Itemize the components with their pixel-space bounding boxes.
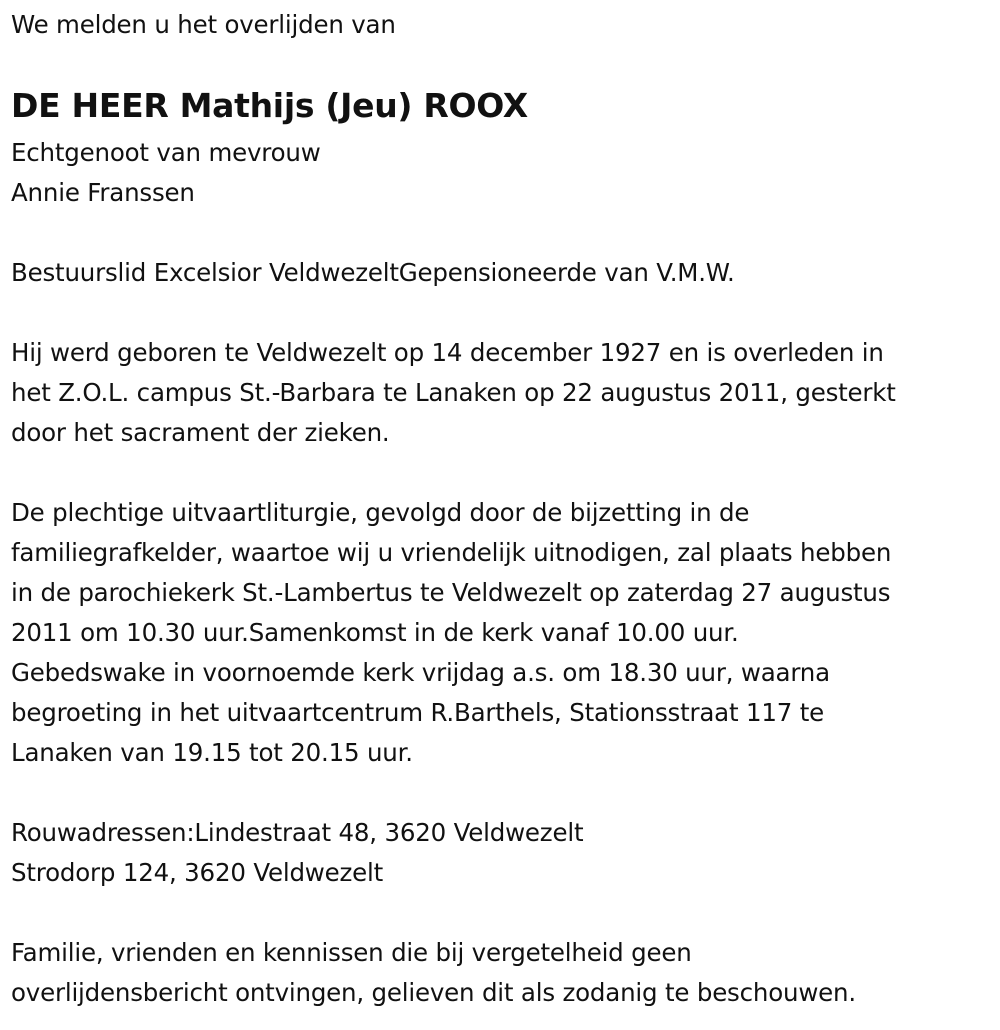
- roles-block: [11, 253, 735, 293]
- intro-text: We melden u het overlijden van: [11, 10, 396, 39]
- spouse-block: [11, 133, 321, 213]
- spouse-name: Annie Franssen: [11, 178, 195, 207]
- paragraph-line: het Z.O.L. campus St.-Barbara te Lanaken op 22 augustus 2011, gesterkt: [11, 378, 896, 407]
- paragraph-line: Familie, vrienden en kennissen die bij vergetelheid geen: [11, 938, 692, 967]
- paragraph-line: Lanaken van 19.15 tot 20.15 uur.: [11, 738, 413, 767]
- funeral-paragraph: [11, 493, 891, 773]
- paragraph-line: Hij werd geboren te Veldwezelt op 14 december 1927 en is overleden in: [11, 338, 884, 367]
- closing-note: [11, 933, 856, 1013]
- address-line: Strodorp 124, 3620 Veldwezelt: [11, 858, 384, 887]
- roles-text: Bestuurslid Excelsior VeldwezeltGepensioneerde van V.M.W.: [11, 258, 735, 287]
- deceased-name: DE HEER Mathijs (Jeu) ROOX: [11, 86, 528, 125]
- paragraph-line: De plechtige uitvaartliturgie, gevolgd door de bijzetting in de: [11, 498, 750, 527]
- paragraph-line: familiegrafkelder, waartoe wij u vriendelijk uitnodigen, zal plaats hebben: [11, 538, 892, 567]
- addresses-block: [11, 813, 583, 893]
- birth-death-paragraph: [11, 333, 896, 453]
- paragraph-line: overlijdensbericht ontvingen, gelieven dit als zodanig te beschouwen.: [11, 978, 856, 1007]
- paragraph-line: Gebedswake in voornoemde kerk vrijdag a.s. om 18.30 uur, waarna: [11, 658, 830, 687]
- paragraph-line: door het sacrament der zieken.: [11, 418, 390, 447]
- spouse-line: Echtgenoot van mevrouw: [11, 138, 321, 167]
- paragraph-line: 2011 om 10.30 uur.Samenkomst in de kerk vanaf 10.00 uur.: [11, 618, 739, 647]
- paragraph-line: begroeting in het uitvaartcentrum R.Barthels, Stationsstraat 117 te: [11, 698, 824, 727]
- address-line: Rouwadressen:Lindestraat 48, 3620 Veldwezelt: [11, 818, 584, 847]
- paragraph-line: in de parochiekerk St.-Lambertus te Veldwezelt op zaterdag 27 augustus: [11, 578, 891, 607]
